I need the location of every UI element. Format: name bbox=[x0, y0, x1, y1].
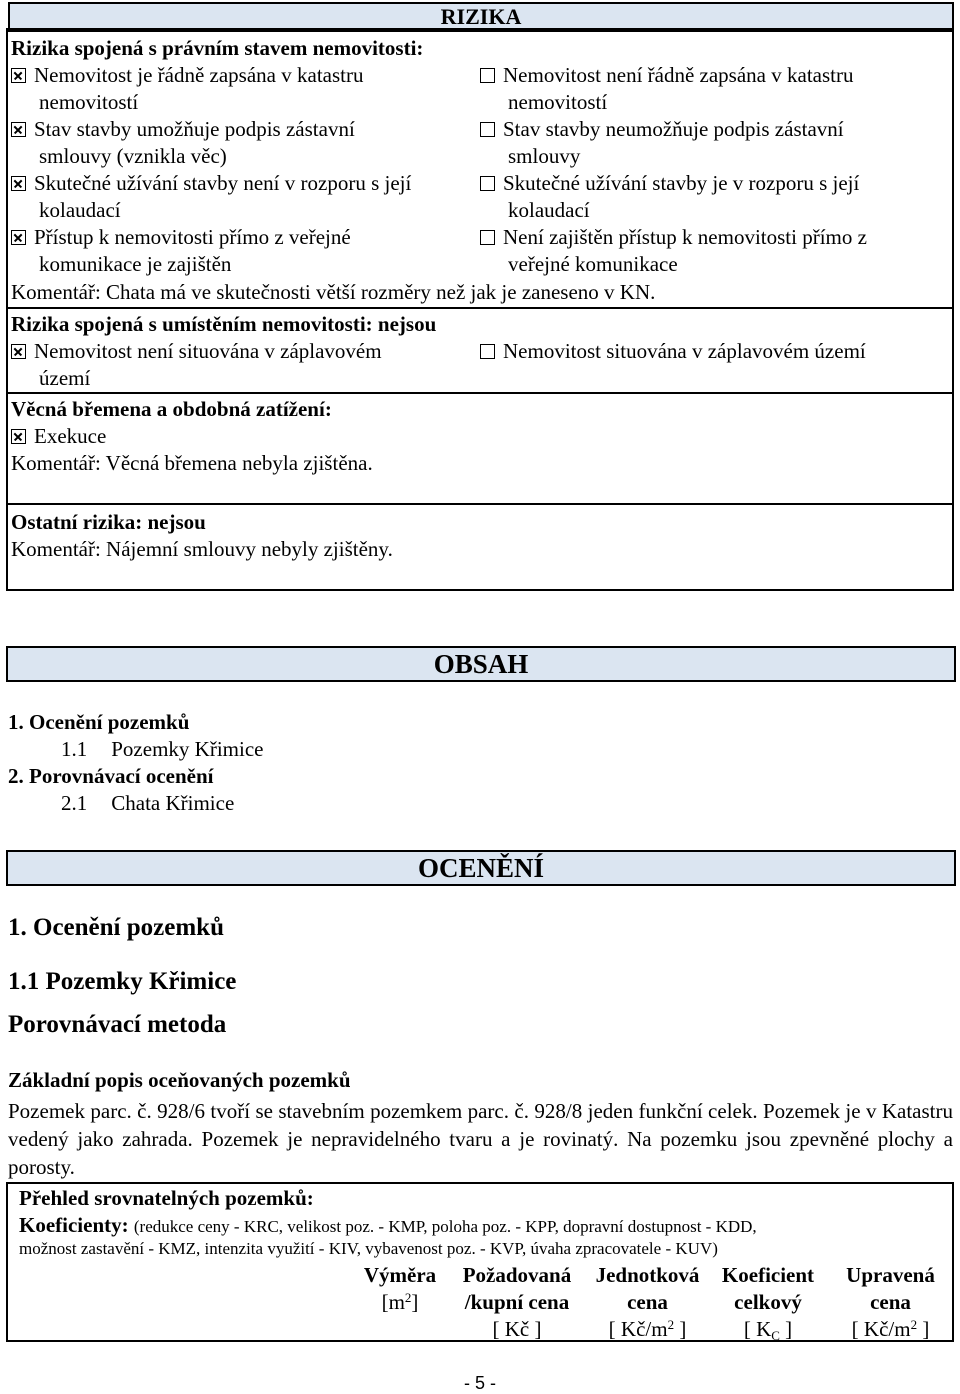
column-header-pozadovana: Požadovaná /kupní cena [ Kč ] bbox=[462, 1263, 572, 1341]
checkbox-checked[interactable] bbox=[11, 429, 26, 444]
checkbox-checked[interactable] bbox=[11, 344, 26, 359]
umisteni-heading: Rizika spojená s umístěním nemovitosti: nejsou bbox=[11, 312, 437, 336]
checkbox-checked[interactable] bbox=[11, 122, 26, 137]
oceneni-h1: 1. Ocenění pozemků bbox=[8, 914, 224, 941]
pravni-left-3: Přístup k nemovitosti přímo z veřejné komunikace je zajištěn bbox=[11, 224, 351, 278]
umisteni-right: Nemovitost situována v záplavovém území bbox=[480, 338, 866, 365]
divider-umisteni bbox=[6, 392, 954, 394]
koef-line2: možnost zastavění - KMZ, intenzita využití - KIV, vybavenost poz. - KVP, úvaha zpracovatele - KUV) bbox=[19, 1239, 718, 1258]
oceneni-h3: Porovnávací metoda bbox=[8, 1011, 227, 1038]
checkbox-unchecked[interactable] bbox=[480, 344, 495, 359]
oceneni-h2: 1.1 Pozemky Křimice bbox=[8, 968, 237, 995]
column-header-vymera: Výměra $[m^2]$ bbox=[363, 1263, 437, 1314]
oceneni-banner bbox=[6, 850, 956, 886]
koef-line1: Koeficienty: (redukce ceny - KRC, velikost poz. - KMP, poloha poz. - KPP, dopravní dostupnost - KDD, bbox=[19, 1213, 757, 1237]
column-header-koeficient: Koeficient celkový [ $K_C$ ] bbox=[721, 1263, 815, 1343]
obsah-banner bbox=[6, 646, 956, 682]
checkbox-checked[interactable] bbox=[11, 176, 26, 191]
obsah-title: OBSAH bbox=[433, 649, 529, 679]
page-number: - 5 - bbox=[463, 1373, 496, 1393]
column-header-jednotkova: Jednotková cena [ $Kč/m^2$ ] bbox=[595, 1263, 700, 1341]
umisteni-left: Nemovitost není situována v záplavovém území bbox=[11, 338, 382, 392]
pravni-heading: Rizika spojená s právním stavem nemovitosti: bbox=[11, 36, 424, 60]
column-header-upravena: Upravená cena [ $Kč/m^2$ ] bbox=[846, 1263, 935, 1341]
oceneni-title: OCENĚNÍ bbox=[417, 853, 545, 883]
pravni-left-2: Skutečné užívání stavby není v rozporu s její kolaudací bbox=[11, 170, 411, 224]
checkbox-unchecked[interactable] bbox=[480, 176, 495, 191]
pravni-left-1: Stav stavby umožňuje podpis zástavní smlouvy (vznikla věc) bbox=[11, 116, 355, 170]
pravni-right-3: Není zajištěn přístup k nemovitosti přímo z veřejné komunikace bbox=[480, 224, 867, 278]
ostatni-heading: Ostatní rizika: nejsou bbox=[11, 510, 206, 534]
pravni-right-0: Nemovitost není řádně zapsána v katastru nemovitostí bbox=[480, 62, 853, 116]
pravni-left-0: Nemovitost je řádně zapsána v katastru nemovitostí bbox=[11, 62, 363, 116]
popis-heading: Základní popis oceňovaných pozemků bbox=[8, 1068, 351, 1092]
checkbox-checked[interactable] bbox=[11, 230, 26, 245]
divider-bremena bbox=[6, 503, 954, 505]
pravni-right-2: Skutečné užívání stavby je v rozporu s její kolaudací bbox=[480, 170, 859, 224]
checkbox-unchecked[interactable] bbox=[480, 68, 495, 83]
pravni-comment: Komentář: Chata má ve skutečnosti větší rozměry než jak je zaneseno v KN. bbox=[11, 280, 656, 304]
prehled-heading: Přehled srovnatelných pozemků: bbox=[19, 1186, 314, 1210]
popis-text: Pozemek parc. č. 928/6 tvoří se stavebním pozemkem parc. č. 928/8 jeden funkční celek. Pozemek je v Katastru vedený jako zahrada. Pozemek je nepravidelného tvaru a je rovinatý. Na pozemku jsou zpevněné plochy a porosty. bbox=[8, 1099, 953, 1179]
rizika-title: RIZIKA bbox=[440, 4, 522, 29]
toc-item-2[interactable]: 2. Porovnávací ocenění bbox=[8, 764, 214, 788]
toc-item-1-1[interactable]: 1.1 Pozemky Křimice bbox=[61, 737, 264, 761]
bremena-item: Exekuce bbox=[11, 423, 106, 450]
bremena-heading: Věcná břemena a obdobná zatížení: bbox=[11, 397, 332, 421]
checkbox-unchecked[interactable] bbox=[480, 122, 495, 137]
ostatni-comment: Komentář: Nájemní smlouvy nebyly zjištěny. bbox=[11, 537, 393, 561]
pravni-right-1: Stav stavby neumožňuje podpis zástavní smlouvy bbox=[480, 116, 844, 170]
toc-item-2-1[interactable]: 2.1 Chata Křimice bbox=[61, 791, 235, 815]
checkbox-checked[interactable] bbox=[11, 68, 26, 83]
bremena-comment: Komentář: Věcná břemena nebyla zjištěna. bbox=[11, 451, 373, 475]
divider-pravni bbox=[6, 307, 954, 309]
toc-item-1[interactable]: 1. Ocenění pozemků bbox=[8, 710, 190, 734]
checkbox-unchecked[interactable] bbox=[480, 230, 495, 245]
